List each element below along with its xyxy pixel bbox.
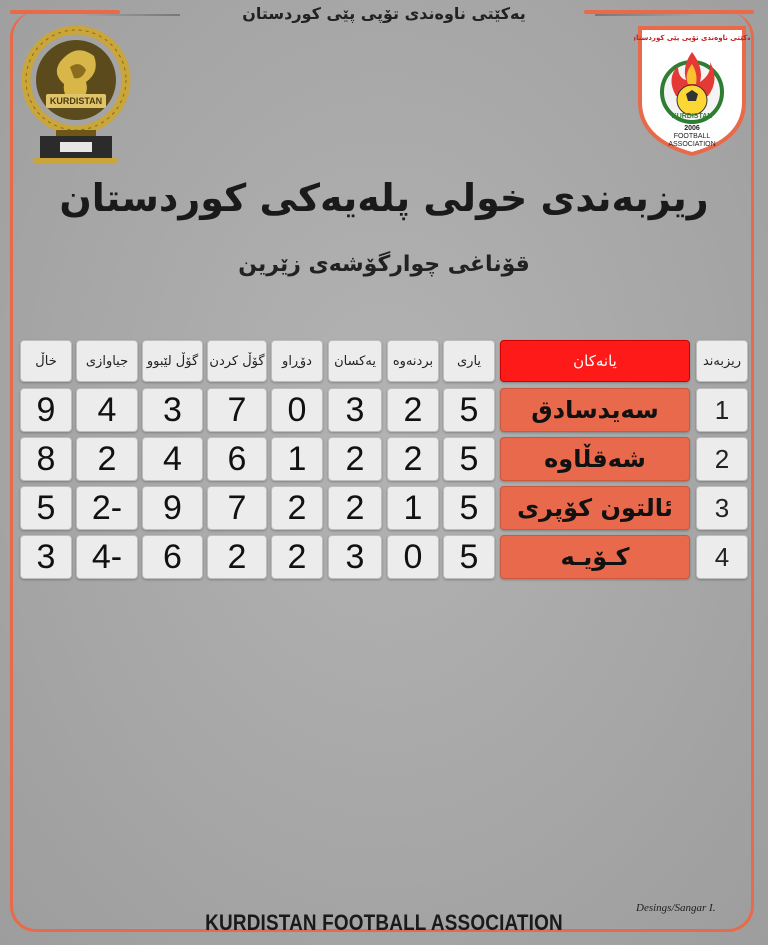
logo-line1: FOOTBALL	[673, 133, 711, 140]
row2-rank: 2	[696, 437, 748, 481]
header-rank: ریزبەند	[696, 340, 748, 382]
page-title: ریزبەندی خولی پلەیەکی کوردستان	[59, 176, 709, 220]
row1-goals-for: 7	[207, 388, 267, 432]
row3-difference: 2-	[76, 486, 138, 530]
row3-team: ئالتون کۆپری	[500, 486, 690, 530]
logo-top-text: یەکێتی ناوەندی تۆپی پێی کوردستان	[634, 34, 750, 42]
header-points: خاڵ	[20, 340, 72, 382]
row3-goals-against: 9	[142, 486, 203, 530]
row3-lost: 2	[271, 486, 323, 530]
row1-difference: 4	[76, 388, 138, 432]
row1-rank: 1	[696, 388, 748, 432]
trophy-label: KURDISTAN	[49, 96, 103, 106]
row2-points: 8	[20, 437, 72, 481]
row1-lost: 0	[271, 388, 323, 432]
row3-points: 5	[20, 486, 72, 530]
header-goals-for: گۆڵ کردن	[207, 340, 267, 382]
row2-goals-for: 6	[207, 437, 267, 481]
row2-difference: 2	[76, 437, 138, 481]
designer-credit: Desings/Sangar I.	[636, 902, 716, 914]
row1-won: 2	[387, 388, 439, 432]
header-goals-against: گۆڵ لێبوو	[142, 340, 203, 382]
row3-drawn: 2	[328, 486, 382, 530]
association-logo	[634, 22, 750, 158]
row1-goals-against: 3	[142, 388, 203, 432]
page-subtitle: قۆناغی چوارگۆشەی زێرین	[238, 252, 530, 277]
row3-rank: 3	[696, 486, 748, 530]
association-footer: KURDISTAN FOOTBALL ASSOCIATION	[205, 910, 563, 935]
header-played: یاری	[443, 340, 495, 382]
row4-team: کـۆیـە	[500, 535, 690, 579]
header-lost: دۆڕاو	[271, 340, 323, 382]
row3-played: 5	[443, 486, 495, 530]
row3-won: 1	[387, 486, 439, 530]
row2-played: 5	[443, 437, 495, 481]
row1-points: 9	[20, 388, 72, 432]
row4-difference: 4-	[76, 535, 138, 579]
header-drawn: یەکسان	[328, 340, 382, 382]
logo-line2: ASSOCIATION	[668, 141, 716, 148]
row4-goals-for: 2	[207, 535, 267, 579]
federation-name: یەکێتی ناوەندی تۆپی پێی کوردستان	[242, 4, 526, 23]
row3-goals-for: 7	[207, 486, 267, 530]
trophy-icon	[20, 22, 132, 164]
row1-team: سەیدسادق	[500, 388, 690, 432]
row4-played: 5	[443, 535, 495, 579]
row2-drawn: 2	[328, 437, 382, 481]
row2-lost: 1	[271, 437, 323, 481]
header-won: بردنەوە	[387, 340, 439, 382]
header-teams: یانەکان	[500, 340, 690, 382]
row4-rank: 4	[696, 535, 748, 579]
row4-drawn: 3	[328, 535, 382, 579]
logo-year: 2006	[684, 125, 700, 132]
row1-played: 5	[443, 388, 495, 432]
row4-points: 3	[20, 535, 72, 579]
logo-ring-text: KURDISTAN	[671, 113, 713, 120]
row1-drawn: 3	[328, 388, 382, 432]
row4-won: 0	[387, 535, 439, 579]
row2-won: 2	[387, 437, 439, 481]
row4-goals-against: 6	[142, 535, 203, 579]
row2-team: شەقڵاوە	[500, 437, 690, 481]
row4-lost: 2	[271, 535, 323, 579]
row2-goals-against: 4	[142, 437, 203, 481]
header-difference: جیاوازی	[76, 340, 138, 382]
